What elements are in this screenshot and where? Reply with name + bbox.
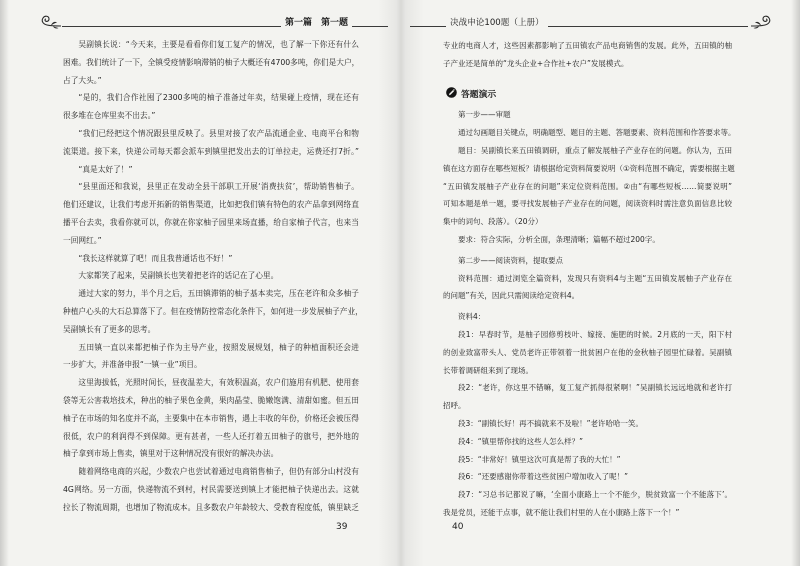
text-line: “我们已经把这个情况跟县里反映了。县里对接了农产品流通企业、电商平台和物 — [78, 128, 359, 138]
page-edge-shadow-right — [791, 0, 800, 566]
text-line: 段1：早春时节，是柚子园修剪枝叶、嫁接、施肥的时候。2月底的一天，阳下村 — [458, 329, 732, 339]
text-line: 柚子在市场的知名度并不高，主要集中在本市销售，遇上丰收的年份，价格还会被压得 — [63, 413, 359, 423]
text-line: 子产业还是简单的“龙头企业+合作社+农户”发展模式。 — [443, 58, 629, 68]
page-number-right: 40 — [452, 522, 464, 532]
text-line: 种植户心头的大石总算落下了。但在疫情防控常态化条件下，如何进一步发展柚子产业， — [63, 306, 363, 316]
text-line: 流渠道。接下来，快递公司每天都会派车到镇里把发出去的订单拉走，运费还打7折。” — [63, 146, 359, 156]
step-heading: 第二步——阅读资料，提取要点 — [458, 255, 563, 265]
text-line: 吴副镇长有了更多的思考。 — [63, 324, 156, 334]
header-chapter: 第一题 — [321, 18, 349, 28]
text-line: 专业的电商人才，这些因素都影响了五田镇农产品电商销售的发展。此外，五田镇的柚 — [443, 41, 732, 50]
step-heading: 第一步——审题 — [458, 110, 511, 120]
answer-badge-icon — [446, 87, 457, 98]
left-page-body — [63, 36, 363, 517]
text-line: “我长这样就算了吧！而且我普通话也不好！” — [78, 253, 233, 263]
section-heading-text: 答题演示 — [461, 89, 497, 100]
fleuron-ornament-icon — [749, 13, 773, 31]
text-line: 困难。我们统计了一下，全镇受疫情影响滞销的柚子大概还有4700多吨，你们是大户， — [63, 57, 360, 67]
text-line: 很低，农户的利润得不到保障。更有甚者，一些人还打着五田柚子的旗号，把外地的 — [63, 431, 359, 441]
section-heading — [443, 87, 732, 105]
text-line: 段5：“非常好！镇里这次可真是帮了我的大忙！” — [458, 454, 621, 464]
text-line: 我是党员，还能干点事，就不能让我们村里的人在小康路上落下一个！” — [443, 507, 680, 517]
text-line: 集中的词句、段落）。（20分） — [443, 217, 543, 227]
text-line: “是的，我们合作社囤了2300多吨的柚子准备过年卖，结果碰上疫情，现在还有 — [78, 93, 359, 103]
book-gutter-shadow — [378, 0, 424, 566]
text-line: 段6：“还要感谢你带着这些贫困户增加收入了呢！” — [458, 472, 629, 482]
text-line: 大家都笑了起来，吴副镇长也笑着把老许的话记在了心里。 — [78, 271, 279, 281]
text-line: 的问题”有关，因此只需阅读给定资料4。 — [443, 291, 580, 301]
text-line: 段3：“副镇长好！再不搞就来不及啦！”老许哈哈一笑。 — [458, 418, 644, 428]
running-header-right: 决战申论100题（上册） — [446, 16, 548, 30]
right-page-body — [443, 37, 736, 522]
text-line: 播平台去卖，我看你就可以，你就在你家柚子园里来场直播，给自家柚子代言，也来当 — [63, 217, 359, 227]
text-line: “真是太好了！” — [78, 164, 133, 174]
text-line: 通过大家的努力，半个月之后，五田镇滞销的柚子基本卖完，压在老许和众多柚子 — [78, 289, 359, 299]
text-line: 拉长了物流周期，也增加了物流成本。且多数农户年龄较大、受教育程度低，镇里缺乏 — [63, 502, 359, 512]
text-line: 一回网红。” — [63, 235, 102, 245]
fleuron-ornament-icon — [39, 13, 63, 31]
text-line: 段7：“习总书记都说了嘛，‘全面小康路上一个不能少，脱贫致富一个不能落下’。 — [458, 490, 732, 500]
text-line: 这里海拔低，光照时间长，昼夜温差大，有效积温高，农户们施用有机肥、使用套 — [78, 378, 359, 388]
text-line: 通过勾画题目关键点，明确题型、题目的主题、答题要素、资料范围和作答要求等。 — [458, 128, 736, 138]
text-line: 可知本题是单一题，要寻找发展柚子产业存在的问题，阅读资料时需注意负面信息比较 — [443, 199, 732, 209]
text-line: “县里面还和我说，县里正在发动全县干部职工开展‘消费扶贫’，帮助销售柚子。 — [78, 182, 359, 192]
header-part: 第一篇 — [285, 18, 313, 28]
text-line: 袋等无公害栽培技术，种出的柚子果色金黄，果肉晶莹、脆嫩饱满、清甜如蜜。但五田 — [63, 395, 359, 405]
text-line: 要求：符合实际，分析全面，条理清晰；篇幅不超过200字。 — [458, 234, 660, 244]
text-line: 很多堆在仓库里卖不出去。” — [63, 111, 156, 121]
text-line: 柚子拿到市场上售卖，镇里对于这种情况没有很好的解决办法。 — [63, 449, 279, 459]
text-line: 招呼。 — [443, 401, 466, 411]
text-line: 段2：“老许，你这里不错嘛，复工复产抓得很紧啊！”吴副镇长远远地就和老许打 — [458, 383, 732, 393]
text-line: 镇在这方面存在哪些短板？请根据给定资料简要说明（①资料范围不确定，需要根据主题 — [443, 163, 735, 173]
text-line: “五田镇发展柚子产业存在的问题”来定位资料范围。②由“有哪些短板……简要说明” — [443, 181, 732, 191]
text-line: 他们还建议，让我们考虑开拓新的销售渠道，比如把我们镇有特色的农产品拿到网络直 — [63, 200, 359, 210]
text-line: 一步扩大，并准备申报“一镇一业”项目。 — [63, 360, 202, 370]
text-line: 吴副镇长说：“今天来，主要是看看你们复工复产的情况，也了解一下你还有什么 — [78, 40, 359, 49]
text-line: 题目：吴副镇长来五田镇调研，重点了解发展柚子产业存在的问题。你认为，五田 — [458, 145, 732, 155]
text-line: 资料范围：通过浏览全篇资料，发现只有资料4与主题“五田镇发展柚子产业存在 — [458, 273, 732, 283]
text-line: 占了大头。” — [63, 75, 102, 85]
material-label: 资料4： — [458, 312, 486, 322]
text-line: 五田镇一直以来都把柚子作为主导产业，按照发展规划，柚子的种植面积还会进 — [78, 342, 359, 352]
page-number-left: 39 — [336, 522, 348, 532]
text-line: 的创业致富带头人、党员老许正带领着一批贫困户在他的金秋柚子园里忙碌着。吴副镇 — [443, 347, 732, 357]
text-line: 长带着调研组来到了现场。 — [443, 365, 533, 375]
text-line: 4G网络。另一方面，快递物流不到村，村民需要送到镇上才能把柚子快递出去。这就 — [63, 484, 359, 494]
running-header-left — [281, 16, 352, 30]
text-line: 随着网络电商的兴起，少数农户也尝试着通过电商销售柚子，但仍有部分山村没有 — [78, 467, 359, 477]
text-line: 段4：“镇里帮你找的这些人怎么样？” — [458, 436, 584, 446]
page-edge-shadow-left — [0, 0, 9, 566]
